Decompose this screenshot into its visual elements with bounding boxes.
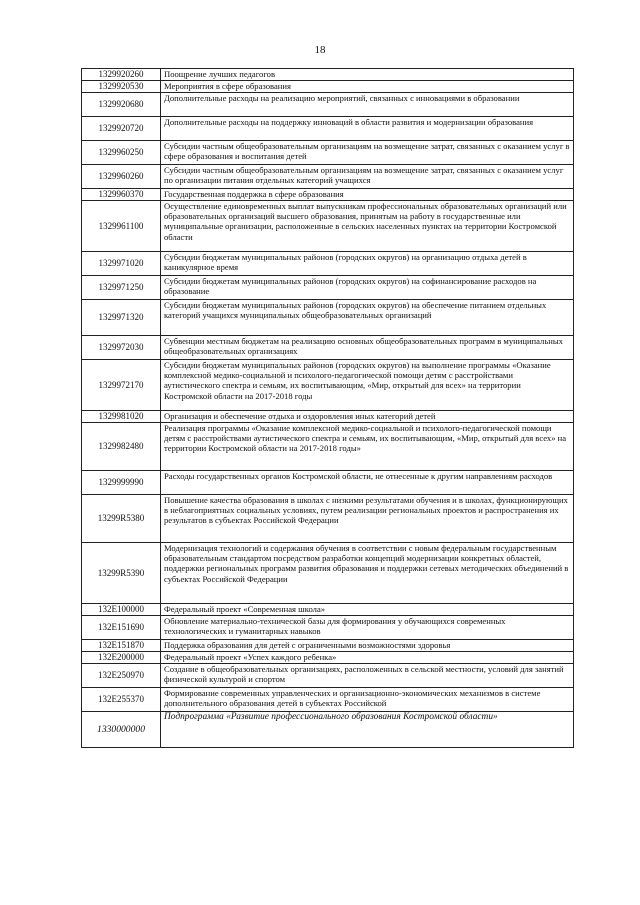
table-row [82, 165, 574, 189]
table-row [82, 360, 574, 411]
table-row [82, 252, 574, 276]
code-cell: 1330000000 [82, 712, 161, 748]
table-row [82, 688, 574, 712]
description-cell: Формирование современных управленческих и организационно-экономических механизмов в системе дополнительного образования детей в субъектах Российской [161, 688, 574, 712]
code-cell: 132E200000 [82, 652, 161, 664]
code-cell: 1329999990 [82, 471, 161, 495]
table-row [82, 69, 574, 81]
description-cell: Субсидии бюджетам муниципальных районов (городских округов) на софинансирование расходов на образование [161, 276, 574, 300]
description-cell: Осуществление единовременных выплат выпускникам профессиональных образовательных организаций или образовательных организаций высшего образования, принятым на работу в государственные или муниципальные организации, расположенные в сельских населенных пунктах на территории Костромской области [161, 201, 574, 252]
code-cell: 132E255370 [82, 688, 161, 712]
code-cell: 1329972030 [82, 336, 161, 360]
table-row [82, 300, 574, 336]
table-row [82, 81, 574, 93]
code-cell: 132E100000 [82, 604, 161, 616]
description-cell: Субсидии частным общеобразовательным организациям на возмещение затрат, связанных с оказанием услуг по организации питания отдельных категорий учащихся [161, 165, 574, 189]
description-cell: Подпрограмма «Развитие профессионального образования Костромской области» [161, 712, 574, 748]
table-row [82, 543, 574, 604]
code-cell: 1329920720 [82, 117, 161, 141]
table-row [82, 411, 574, 423]
description-cell: Федеральный проект «Успех каждого ребенка» [161, 652, 574, 664]
code-cell: 1329960250 [82, 141, 161, 165]
description-cell: Мероприятия в сфере образования [161, 81, 574, 93]
description-cell: Субсидии частным общеобразовательным организациям на возмещение затрат, связанных с оказанием услуг в сфере образования и воспитания детей [161, 141, 574, 165]
description-cell: Реализация программы «Оказание комплексной медико-социальной и психолого-педагогической помощи детям с расстройствами аутистического спектра и семьям, их воспитывающим, «Мир, открытый для всех» на территории Костромской области на 2017-2018 годы» [161, 423, 574, 471]
description-cell: Государственная поддержка в сфере образования [161, 189, 574, 201]
description-cell: Создание в общеобразовательных организациях, расположенных в сельской местности, условий для занятий физической культурой и спортом [161, 664, 574, 688]
description-cell: Расходы государственных органов Костромской области, не отнесенные к другим направлениям расходов [161, 471, 574, 495]
budget-code-table [81, 68, 574, 748]
table-row [82, 471, 574, 495]
code-cell: 1329971020 [82, 252, 161, 276]
description-cell: Субсидии бюджетам муниципальных районов (городских округов) на обеспечение питанием отдельных категорий учащихся муниципальных общеобразовательных организаций [161, 300, 574, 336]
table-row [82, 495, 574, 543]
table-row [82, 93, 574, 117]
table-row [82, 141, 574, 165]
code-cell: 1329920680 [82, 93, 161, 117]
code-cell: 1329972170 [82, 360, 161, 411]
table-row [82, 652, 574, 664]
code-cell: 1329960260 [82, 165, 161, 189]
description-cell: Дополнительные расходы на реализацию мероприятий, связанных с инновациями в образовании [161, 93, 574, 117]
table-row [82, 423, 574, 471]
code-cell: 1329920260 [82, 69, 161, 81]
code-cell: 1329920530 [82, 81, 161, 93]
code-cell: 1329971320 [82, 300, 161, 336]
code-cell: 132E151870 [82, 640, 161, 652]
table-row [82, 336, 574, 360]
description-cell: Дополнительные расходы на поддержку инноваций в области развития и модернизации образования [161, 117, 574, 141]
description-cell: Поощрение лучших педагогов [161, 69, 574, 81]
table-row [82, 117, 574, 141]
subprogram-row [82, 712, 574, 748]
table-row [82, 640, 574, 652]
description-cell: Поддержка образования для детей с ограниченными возможностями здоровья [161, 640, 574, 652]
description-cell: Субсидии бюджетам муниципальных районов (городских округов) на организацию отдыха детей в каникулярное время [161, 252, 574, 276]
code-cell: 13299R5390 [82, 543, 161, 604]
code-cell: 132E151690 [82, 616, 161, 640]
code-cell: 1329982480 [82, 423, 161, 471]
code-cell: 1329961100 [82, 201, 161, 252]
code-cell: 13299R5380 [82, 495, 161, 543]
table-row [82, 616, 574, 640]
code-cell: 1329981020 [82, 411, 161, 423]
code-cell: 132E250970 [82, 664, 161, 688]
code-cell: 1329971250 [82, 276, 161, 300]
description-cell: Повышение качества образования в школах с низкими результатами обучения и в школах, функционирующих в неблагоприятных социальных условиях, путем реализации региональных проектов и распространения их результатов в субъектах Российской Федерации [161, 495, 574, 543]
page-number: 18 [314, 44, 326, 56]
table-row [82, 201, 574, 252]
description-cell: Модернизация технологий и содержания обучения в соответствии с новым федеральным государственным образовательным стандартом посредством разработки концепций модернизации конкретных областей, поддержки региональных программ развития образования и поддержки сетевых методических объединений в субъектах Российской Федерации [161, 543, 574, 604]
table-row [82, 604, 574, 616]
table-row [82, 189, 574, 201]
description-cell: Субсидии бюджетам муниципальных районов (городских округов) на выполнение программы «Оказание комплексной медико-социальной и психолого-педагогической помощи детям с расстройствами аутистического спектра и семьям, их воспитывающим, «Мир, открытый для всех» на территории Костромской области на 2017-2018 годы [161, 360, 574, 411]
description-cell: Федеральный проект «Современная школа» [161, 604, 574, 616]
description-cell: Обновление материально-технической базы для формирования у обучающихся современных технологических и гуманитарных навыков [161, 616, 574, 640]
description-cell: Организация и обеспечение отдыха и оздоровления иных категорий детей [161, 411, 574, 423]
code-cell: 1329960370 [82, 189, 161, 201]
table-row [82, 276, 574, 300]
table-row [82, 664, 574, 688]
description-cell: Субвенции местным бюджетам на реализацию основных общеобразовательных программ в муниципальных общеобразовательных организациях [161, 336, 574, 360]
